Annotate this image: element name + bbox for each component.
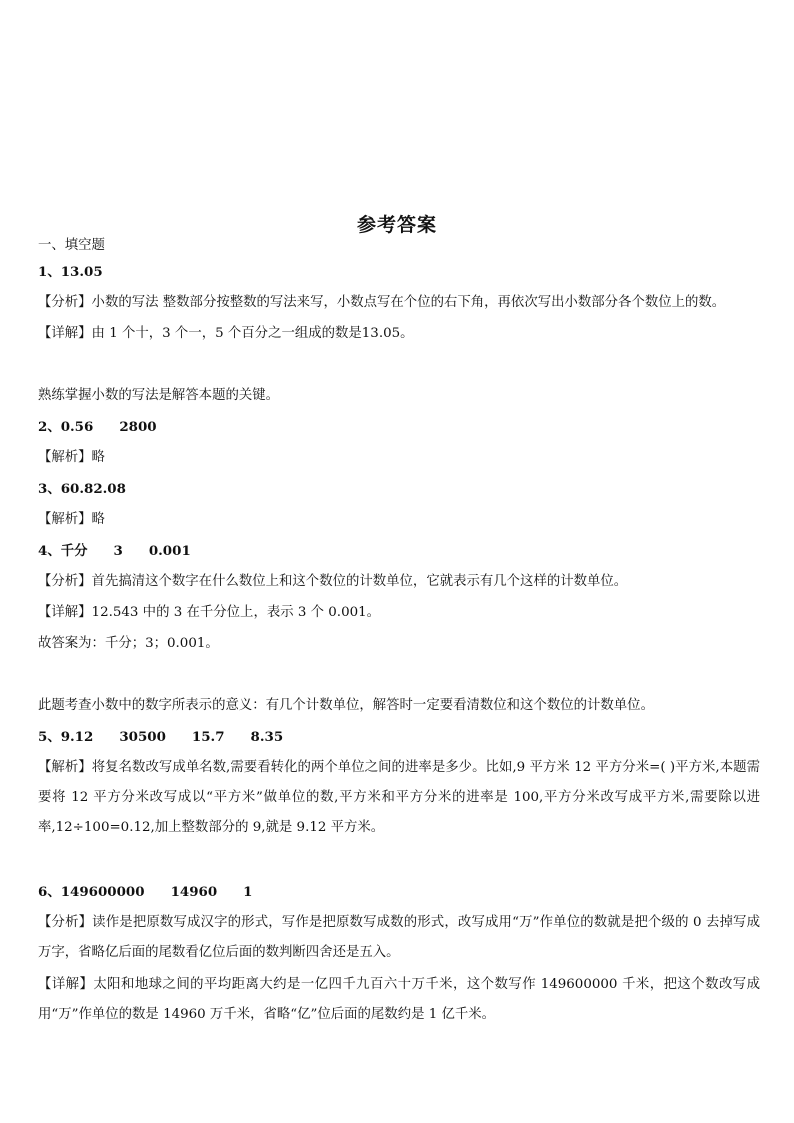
q6-answer-3: 1 bbox=[243, 884, 253, 900]
q4-analysis: 【分析】首先搞清这个数字在什么数位上和这个数位的计数单位，它就表示有几个这样的计数单位。 bbox=[38, 574, 628, 589]
q2-jiexi: 【解析】略 bbox=[38, 450, 105, 465]
q4-answer bbox=[38, 541, 760, 561]
q2-answer-1: 2、0.56 bbox=[38, 419, 94, 435]
q4-summary: 此题考查小数中的数字所表示的意义：有几个计数单位，解答时一定要看清数位和这个数位的计数单位。 bbox=[38, 698, 654, 713]
q6-analysis: 【分析】读作是把原数写成汉字的形式，写作是把原数写成数的形式，改写成用“万”作单位的数就是把个级的 0 去掉写成万字，省略亿后面的尾数看亿位后面的数判断四舍还是五入。 bbox=[38, 915, 760, 960]
q3-jiexi: 【解析】略 bbox=[38, 512, 105, 527]
q5-answer-2: 30500 bbox=[119, 729, 166, 745]
q5-jiexi: 【解析】将复名数改写成单名数,需要看转化的两个单位之间的进率是多少。比如,9 平方米 12 平方分米=( )平方米,本题需要将 12 平方分米改写成以“平方米”做单位的数,平方米和平方分米的进率是 100,平方分米改写成平方米,需要除以进率,12÷100=0.12,加上整数部分的 9,就是 9.12 平方米。 bbox=[38, 760, 760, 835]
q1-summary: 熟练掌握小数的写法是解答本题的关键。 bbox=[38, 388, 280, 403]
q6-answer-1: 6、149600000 bbox=[38, 884, 145, 900]
q5-answer-3: 15.7 bbox=[191, 729, 225, 745]
q1-analysis: 【分析】小数的写法 整数部分按整数的写法来写，小数点写在个位的右下角，再依次写出小数部分各个数位上的数。 bbox=[38, 295, 726, 310]
q4-answer-2: 3 bbox=[113, 543, 123, 559]
page-title: 参考答案 bbox=[356, 214, 437, 236]
q4-detail: 【详解】12.543 中的 3 在千分位上，表示 3 个 0.001。 bbox=[38, 605, 381, 620]
q3-answer: 3、60.82.08 bbox=[38, 481, 126, 497]
section-heading: 一、填空题 bbox=[38, 238, 105, 253]
q4-answer-1: 4、千分 bbox=[38, 543, 88, 559]
q2-answer-2: 2800 bbox=[119, 419, 157, 435]
q6-detail: 【详解】太阳和地球之间的平均距离大约是一亿四千九百六十万千米，这个数写作 149600000 千米，把这个数改写成用“万”作单位的数是 14960 万千米，省略“亿”位后面的尾数约是 1 亿千米。 bbox=[38, 977, 760, 1022]
q6-answer bbox=[38, 882, 760, 902]
q2-answer bbox=[38, 417, 760, 437]
q4-final: 故答案为：千分；3；0.001。 bbox=[38, 636, 219, 651]
q5-answer-1: 5、9.12 bbox=[38, 729, 94, 745]
q1-answer: 1、13.05 bbox=[38, 264, 103, 280]
q5-answer-4: 8.35 bbox=[250, 729, 284, 745]
q1-detail: 【详解】由 1 个十，3 个一，5 个百分之一组成的数是13.05。 bbox=[38, 326, 414, 341]
q6-answer-2: 14960 bbox=[170, 884, 218, 900]
q5-answer bbox=[38, 727, 760, 747]
q4-answer-3: 0.001 bbox=[148, 543, 191, 559]
